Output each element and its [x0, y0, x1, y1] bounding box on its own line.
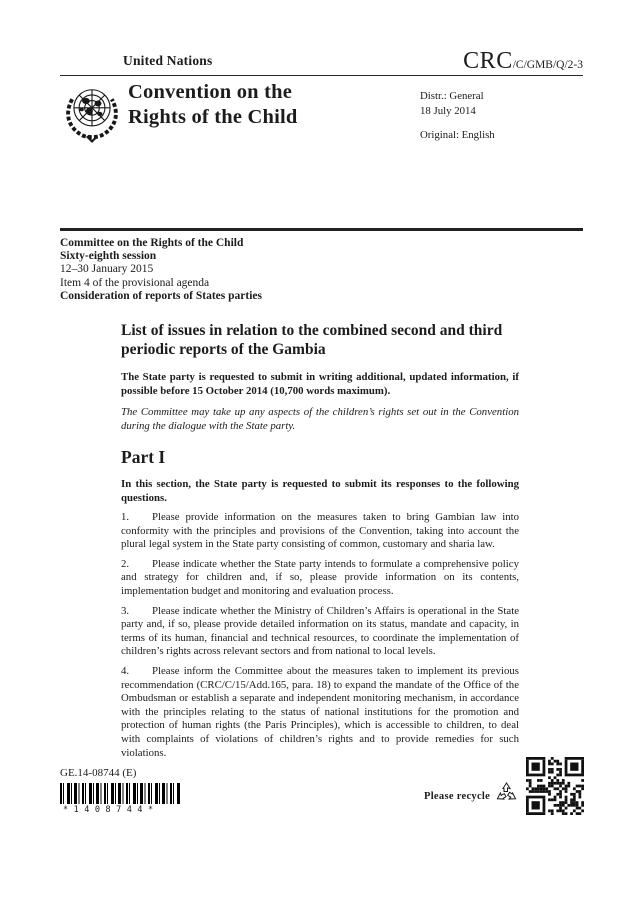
treaty-title	[128, 80, 298, 130]
distr-line: Distr.: General	[420, 90, 484, 102]
org-name: United Nations	[123, 53, 213, 68]
numbered-paragraph-2	[121, 558, 519, 599]
paragraph-text: Please indicate whether the Ministry of Children’s Affairs is operational in the State party and, if so, please provide detailed information on its status, mandate and capacity, in terms of its human, financial and technical resources, to coordinate the implementation of children’s rights across relevant sectors and from national to local levels.	[121, 604, 519, 658]
barcode-text: *1408744*	[63, 805, 159, 815]
recycle-label: Please recycle	[424, 790, 491, 802]
barcode	[60, 783, 180, 815]
part-heading: Part I	[121, 447, 166, 467]
committee-name: Committee on the Rights of the Child	[60, 237, 244, 249]
agenda-title: Consideration of reports of States parties	[60, 289, 262, 302]
qr-code	[526, 757, 584, 815]
paragraph-text: Please indicate whether the State party intends to formulate a comprehensive policy and strategy for children and, if so, please provide information on its contents, implementation budget and monitoring and evaluation process.	[121, 557, 519, 597]
original-line: Original: English	[420, 129, 495, 141]
agenda-item: Item 4 of the provisional agenda	[60, 276, 210, 289]
paragraph-number: 2.	[121, 557, 130, 570]
part-intro: In this section, the State party is requested to submit its responses to the following questions.	[121, 478, 519, 504]
submission-notice: The State party is requested to submit in writing additional, updated information, if possible before 15 October 2014 (10,700 words maximum).	[121, 371, 519, 397]
paragraph-text: Please provide information on the measures taken to bring Gambian law into conformity with the principles and provisions of the Convention, taking into account the plural legal system in the State party consisting of common, customary and sharia law.	[121, 511, 519, 551]
barcode-bars	[60, 783, 180, 804]
numbered-paragraph-1	[121, 511, 519, 552]
committee-note: The Committee may take up any aspects of the children’s rights set out in the Convention during the dialogue with the State party.	[121, 406, 519, 432]
session-name: Sixty-eighth session	[60, 250, 157, 263]
document-title: List of issues in relation to the combined second and third periodic reports of the Gambia	[121, 322, 503, 358]
treaty-title-line1: Convention on the	[128, 81, 293, 103]
paragraph-text: Please inform the Committee about the measures taken to implement its previous recommendation (CRC/C/15/Add.165, para. 18) to expand the mandate of the Office of the Ombudsman or establish a separate and independent monitoring mechanism, in accordance with the principles relating to the status of national institutions for the promotion and protection of human rights (the Paris Principles), which is accessible to children, to deal with complaints of violations of children’s rights and to provide remedies for such violations.	[121, 664, 519, 759]
session-dates: 12–30 January 2015	[60, 263, 154, 276]
header-rule-thin	[60, 75, 583, 76]
doc-symbol	[463, 48, 583, 75]
numbered-paragraph-4	[121, 665, 519, 760]
header-rule-thick	[60, 228, 583, 231]
date-line: 18 July 2014	[420, 104, 476, 117]
un-emblem-icon	[61, 82, 123, 144]
distr-block	[420, 89, 495, 143]
numbered-paragraph-3	[121, 605, 519, 659]
recycle-block	[424, 781, 520, 811]
doc-symbol-main: CRC	[463, 48, 513, 74]
paragraph-number: 4.	[121, 664, 130, 677]
treaty-title-line2: Rights of the Child	[128, 106, 298, 128]
session-block	[60, 237, 583, 303]
paragraph-number: 1.	[121, 511, 130, 523]
doc-symbol-suffix: /C/GMB/Q/2-3	[512, 59, 583, 71]
main-content	[121, 321, 519, 766]
ge-number: GE.14-08744 (E)	[60, 767, 137, 779]
recycle-icon	[493, 781, 520, 811]
paragraph-number: 3.	[121, 604, 130, 617]
